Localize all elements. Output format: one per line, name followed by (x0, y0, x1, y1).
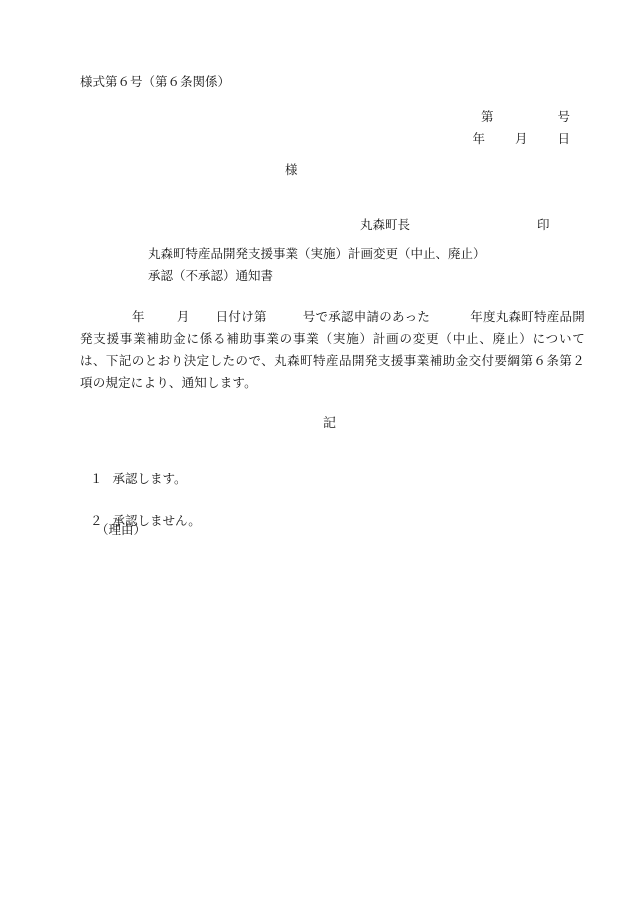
date-year: 年 (472, 130, 485, 146)
body-month: 月 (176, 309, 190, 324)
seal-mark: 印 (536, 216, 550, 232)
body-fiscal-part: 年度丸森町特産品開発支援事業補助金に係る補助事業の事業（実施）計画の変更（中止、廃止）については、下記のとおり決定したので、丸森町特産品開発支援事業補助金交付要綱第６条第２項の規定により、通知します。 (80, 309, 585, 390)
body-year: 年 (132, 309, 145, 324)
item-approve (82, 460, 186, 485)
addressee: 様 (285, 162, 298, 177)
body-paragraph (80, 306, 585, 394)
date-day: 日 (557, 130, 570, 146)
issuer-name: 丸森町長 (359, 216, 410, 232)
document-title-line-2: 承認（不承認）通知書 (148, 268, 274, 283)
form-label: 様式第６号（第６条関係） (80, 74, 231, 89)
item-text: 承認します。 (112, 470, 187, 486)
body-date-part: 日付け第 (215, 309, 267, 324)
reason-label: （理由） (96, 522, 147, 537)
item-text: 承認しません。 (112, 512, 201, 528)
ki-heading: 記 (323, 416, 337, 431)
document-title-line-1: 丸森町特産品開発支援事業（実施）計画変更（中止、廃止） (148, 246, 486, 261)
item-number: １ (89, 470, 103, 486)
item-number: ２ (89, 512, 103, 528)
date-month: 月 (514, 130, 528, 146)
issuer-line (352, 206, 549, 231)
number-suffix: 号 (557, 108, 570, 124)
issue-date (465, 120, 571, 145)
number-prefix: 第 (480, 108, 494, 124)
body-number-part: 号で承認申請のあった (302, 309, 431, 324)
